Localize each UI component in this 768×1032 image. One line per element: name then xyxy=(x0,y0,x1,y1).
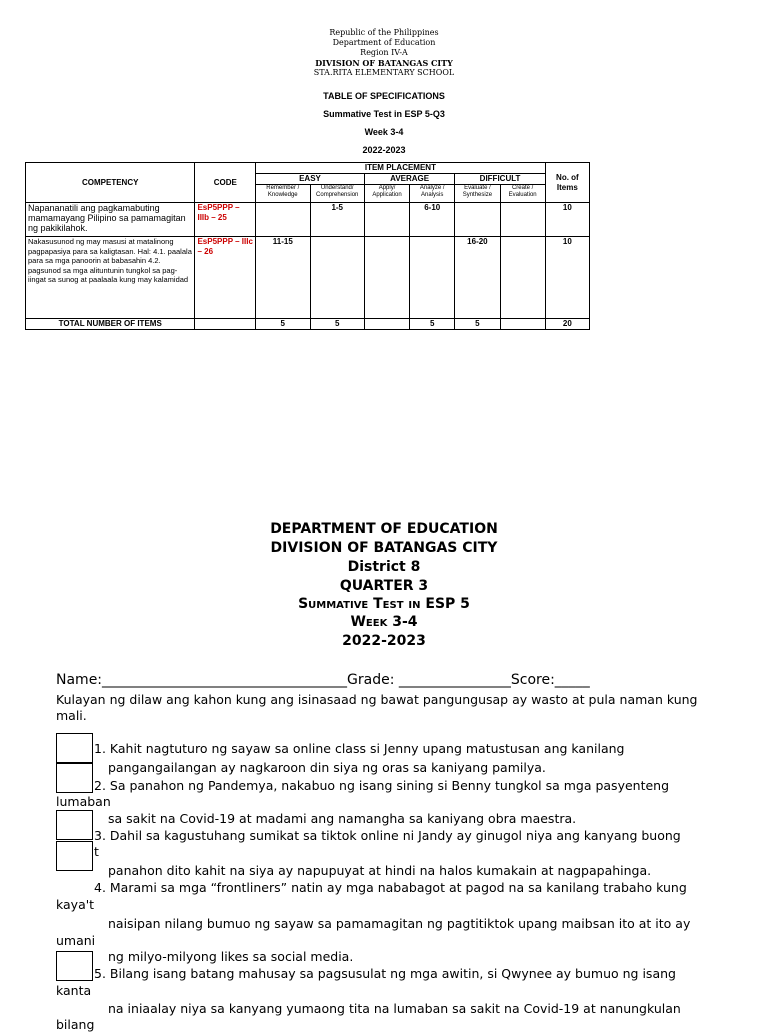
total-label: TOTAL NUMBER OF ITEMS xyxy=(26,319,195,330)
total-evaluate: 5 xyxy=(455,319,500,330)
item-4-line3: ng milyo-milyong likes sa social media. xyxy=(108,949,354,964)
row2-apply xyxy=(364,237,409,319)
total-items: 20 xyxy=(545,319,589,330)
item-3-line1: 3. Dahil sa kagustuhang sumikat sa tiktok online ni Jandy ay ginugol niya ang kanyang buong xyxy=(94,828,681,843)
total-apply xyxy=(364,319,409,330)
row1-evaluate xyxy=(455,203,500,237)
item-1-line1: 1. Kahit nagtuturo ng sayaw sa online class si Jenny upang matustusan ang kanilang xyxy=(94,741,625,756)
col-header-average: AVERAGE xyxy=(364,174,454,185)
table-row xyxy=(26,203,590,237)
header-school: STA.RITA ELEMENTARY SCHOOL xyxy=(313,68,455,77)
col-header-competency: COMPETENCY xyxy=(26,163,195,203)
row2-analyze xyxy=(410,237,455,319)
test-header-district: District 8 xyxy=(347,559,421,575)
instruction-line1: Kulayan ng dilaw ang kahon kung ang isinasaad ng bawat pangungusap ay wasto at pula naman kung xyxy=(56,692,698,707)
instruction-line2: mali. xyxy=(56,708,87,723)
header-division: DIVISION OF BATANGAS CITY xyxy=(315,58,453,68)
col-header-code: CODE xyxy=(195,163,256,203)
item-5-line2: na iniaalay niya sa kanyang yumaong tita na lumaban sa sakit na Covid-19 at nanungkulan xyxy=(108,1001,681,1016)
row2-code: EsP5PPP – IIIc – 26 xyxy=(195,237,256,319)
col-header-no-of-items: No. of Items xyxy=(545,163,589,203)
item-5-wrap2: bilang xyxy=(56,1017,95,1032)
total-remember: 5 xyxy=(256,319,310,330)
col-header-easy: EASY xyxy=(256,174,365,185)
test-header-deped: DEPARTMENT OF EDUCATION xyxy=(270,521,498,537)
row1-remember xyxy=(256,203,310,237)
test-header-title: Summative Test in ESP 5 xyxy=(298,596,470,612)
answer-box-1[interactable] xyxy=(56,733,93,763)
test-header-year: 2022-2023 xyxy=(342,633,426,649)
item-2-wrap: lumaban xyxy=(56,794,111,809)
row1-competency: Napananatili ang pagkamabuting mamamayang Pilipino sa pamamagitan ng pakikilahok. xyxy=(26,203,195,237)
row1-total: 10 xyxy=(545,203,589,237)
answer-box-3b[interactable] xyxy=(56,841,93,871)
item-2-line1: 2. Sa panahon ng Pandemya, nakabuo ng isang sining si Benny tungkol sa mga pasyenteng xyxy=(94,778,670,793)
row2-create xyxy=(500,237,545,319)
test-header-division: DIVISION OF BATANGAS CITY xyxy=(270,540,498,556)
row1-create xyxy=(500,203,545,237)
item-2-line2: sa sakit na Covid-19 at madami ang namangha sa kaniyang obra maestra. xyxy=(108,811,577,826)
row2-total: 10 xyxy=(545,237,589,319)
tos-week: Week 3-4 xyxy=(364,127,404,137)
subheader-remember: Remember / Knowledge xyxy=(256,185,310,203)
row1-analyze: 6-10 xyxy=(410,203,455,237)
item-4-line1: 4. Marami sa mga “frontliners” natin ay mga nababagot at pagod na sa kanilang trabaho kung xyxy=(94,880,687,895)
col-header-difficult: DIFFICULT xyxy=(455,174,545,185)
subheader-understand: Understand/ Comprehension xyxy=(310,185,364,203)
total-code xyxy=(195,319,256,330)
item-5-line1: 5. Bilang isang batang mahusay sa pagsusulat ng mga awitin, si Qwynee ay bumuo ng isang xyxy=(94,966,676,981)
row1-apply xyxy=(364,203,409,237)
row2-competency: Nakasusunod ng may masusi at matalinong pagpapasiya para sa kaligtasan. Hal: 4.1. paalala para sa mga panoorin at babasahin 4.2. pagsunod sa mga alituntunin tungkol sa pag-iingat sa sunog at paalaala kung may kalamidad xyxy=(26,237,195,319)
item-1-line2: pangangailangan ay nagkaroon din siya ng oras sa kaniyang pamilya. xyxy=(108,760,546,775)
item-4-wrap: kaya't xyxy=(56,897,95,912)
subheader-evaluate: Evaluate / Synthesize xyxy=(455,185,500,203)
spec-table xyxy=(25,162,590,330)
header-deped: Department of Education xyxy=(332,38,436,47)
answer-box-2[interactable] xyxy=(56,763,93,793)
subheader-apply: Apply/ Application xyxy=(364,185,409,203)
header-region: Region IV-A xyxy=(360,48,408,57)
tos-title: TABLE OF SPECIFICATIONS xyxy=(323,91,445,101)
item-4-line2: naisipan nilang bumuo ng sayaw sa pamamagitan ng pagtitiktok upang maibsan ito at ito ay xyxy=(108,916,691,931)
subheader-analyze: Analyze / Analysis xyxy=(410,185,455,203)
total-understand: 5 xyxy=(310,319,364,330)
header-republic: Republic of the Philippines xyxy=(329,28,439,37)
item-3-line2: panahon dito kahit na siya ay napupuyat at hindi na halos kumakain at nagpapahinga. xyxy=(108,863,652,878)
test-header-quarter: QUARTER 3 xyxy=(339,578,429,594)
row2-evaluate: 16-20 xyxy=(455,237,500,319)
total-create xyxy=(500,319,545,330)
item-4-wrap2: umani xyxy=(56,933,96,948)
item-3-wrap: t xyxy=(94,844,99,859)
table-row-total xyxy=(26,319,590,330)
table-row xyxy=(26,237,590,319)
subheader-create: Create / Evaluation xyxy=(500,185,545,203)
row2-understand xyxy=(310,237,364,319)
test-header-week: Week 3-4 xyxy=(350,614,418,630)
total-analyze: 5 xyxy=(410,319,455,330)
answer-box-5[interactable] xyxy=(56,951,93,981)
row2-remember: 11-15 xyxy=(256,237,310,319)
tos-subtitle: Summative Test in ESP 5-Q3 xyxy=(323,109,445,119)
col-header-item-placement: ITEM PLACEMENT xyxy=(256,163,546,174)
name-grade-score-line: Name:___________________________________Grade: ________________Score:_____ xyxy=(56,672,590,688)
tos-year: 2022-2023 xyxy=(362,145,406,155)
row1-understand: 1-5 xyxy=(310,203,364,237)
row1-code: EsP5PPP – IIIb – 25 xyxy=(195,203,256,237)
answer-box-3[interactable] xyxy=(56,810,93,840)
item-5-wrap: kanta xyxy=(56,983,92,998)
